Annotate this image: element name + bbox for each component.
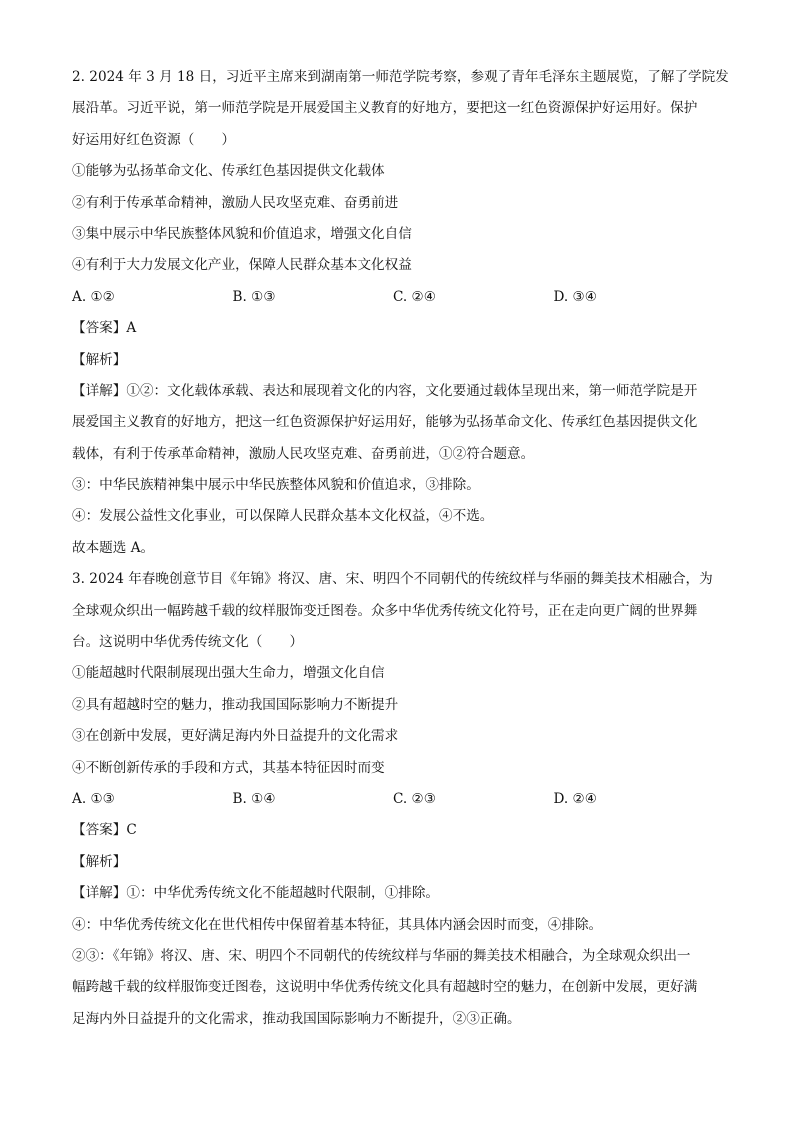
question-2-detail-line: 展爱国主义教育的好地方，把这一红色资源保护好运用好，能够为弘扬革命文化、传承红色基因提供文化 bbox=[72, 414, 698, 431]
option-d: D. ②④ bbox=[553, 790, 597, 807]
question-3-detail-line: ④：中华优秀传统文化在世代相传中保留着基本特征，其具体内涵会因时而变，④排除。 bbox=[72, 916, 603, 933]
question-2 bbox=[72, 62, 729, 564]
detail-text: ①②：文化载体承载、表达和展现着文化的内容，文化要通过载体呈现出来，第一师范学院是开 bbox=[126, 382, 698, 399]
question-2-statement-3: ③集中展示中华民族整体风貌和价值追求，增强文化自信 bbox=[72, 225, 412, 242]
option-c: C. ②③ bbox=[393, 790, 436, 807]
question-2-conclusion: 故本题选 A。 bbox=[72, 539, 155, 556]
answer-value: A bbox=[126, 320, 137, 337]
detail-tag: 【详解】 bbox=[72, 885, 127, 902]
question-3-stem-line: 3. 2024 年春晚创意节目《年锦》将汉、唐、宋、明四个不同朝代的传统纹样与华丽的舞美技术相融合，为 bbox=[72, 571, 713, 588]
question-3-options bbox=[72, 784, 724, 815]
question-2-detail-line: 载体，有利于传承革命精神，激励人民攻坚克难、奋勇前进，①②符合题意。 bbox=[72, 445, 535, 462]
detail-tag: 【详解】 bbox=[72, 382, 127, 399]
question-3-analysis-tag: 【解析】 bbox=[72, 853, 127, 870]
question-3-detail-line: ②③：《年锦》将汉、唐、宋、明四个不同朝代的传统纹样与华丽的舞美技术相融合，为全球观众织出一 bbox=[72, 947, 691, 964]
option-d: D. ③④ bbox=[553, 288, 597, 305]
detail-text: ①：中华优秀传统文化不能超越时代限制，①排除。 bbox=[126, 885, 440, 902]
document-page bbox=[72, 62, 729, 1035]
question-2-statement-1: ①能够为弘扬革命文化、传承红色基因提供文化载体 bbox=[72, 163, 385, 180]
question-3-detail-line: 幅跨越千载的纹样服饰变迁图卷，这说明中华优秀传统文化具有超越时空的魅力，在创新中发展，更好满 bbox=[72, 979, 698, 996]
question-3 bbox=[72, 564, 724, 1035]
question-3-stem-line: 台。这说明中华优秀传统文化（ ） bbox=[72, 634, 304, 651]
option-c: C. ②④ bbox=[393, 288, 436, 305]
question-2-statement-4: ④有利于大力发展文化产业，保障人民群众基本文化权益 bbox=[72, 257, 412, 274]
answer-tag: 【答案】 bbox=[72, 320, 127, 337]
question-3-answer bbox=[72, 815, 724, 846]
question-3-statement-3: ③在创新中发展，更好满足海内外日益提升的文化需求 bbox=[72, 728, 399, 745]
question-2-detail-line bbox=[72, 376, 724, 407]
question-3-statement-4: ④不断创新传承的手段和方式，其基本特征因时而变 bbox=[72, 759, 385, 776]
option-a: A. ①② bbox=[72, 288, 115, 305]
option-b: B. ①③ bbox=[232, 288, 276, 305]
question-2-options bbox=[72, 282, 724, 313]
question-2-statement-2: ②有利于传承革命精神，激励人民攻坚克难、奋勇前进 bbox=[72, 194, 399, 211]
question-2-detail-line: ③：中华民族精神集中展示中华民族整体风貌和价值追求，③排除。 bbox=[72, 477, 480, 494]
answer-value: C bbox=[126, 822, 137, 839]
question-2-stem-line: 2. 2024 年 3 月 18 日，习近平主席来到湖南第一师范学院考察，参观了青年毛泽东主题展览，了解了学院发 bbox=[72, 69, 729, 85]
option-b: B. ①④ bbox=[232, 790, 276, 807]
question-2-stem-line: 展沿革。习近平说，第一师范学院是开展爱国主义教育的好地方，要把这一红色资源保护好运用好。保护 bbox=[72, 100, 698, 117]
question-3-statement-1: ①能超越时代限制展现出强大生命力，增强文化自信 bbox=[72, 665, 385, 682]
question-2-answer bbox=[72, 313, 724, 344]
option-a: A. ①③ bbox=[72, 790, 115, 807]
question-3-statement-2: ②具有超越时空的魅力，推动我国国际影响力不断提升 bbox=[72, 696, 399, 713]
question-3-detail-line: 足海内外日益提升的文化需求，推动我国国际影响力不断提升，②③正确。 bbox=[72, 1010, 521, 1027]
question-2-stem-line: 好运用好红色资源（ ） bbox=[72, 131, 236, 148]
answer-tag: 【答案】 bbox=[72, 822, 127, 839]
question-3-detail-line bbox=[72, 878, 724, 909]
question-3-stem-line: 全球观众织出一幅跨越千载的纹样服饰变迁图卷。众多中华优秀传统文化符号，正在走向更广阔的世界舞 bbox=[72, 602, 698, 619]
question-2-analysis-tag: 【解析】 bbox=[72, 351, 127, 368]
question-2-detail-line: ④：发展公益性文化事业，可以保障人民群众基本文化权益，④不选。 bbox=[72, 508, 494, 525]
